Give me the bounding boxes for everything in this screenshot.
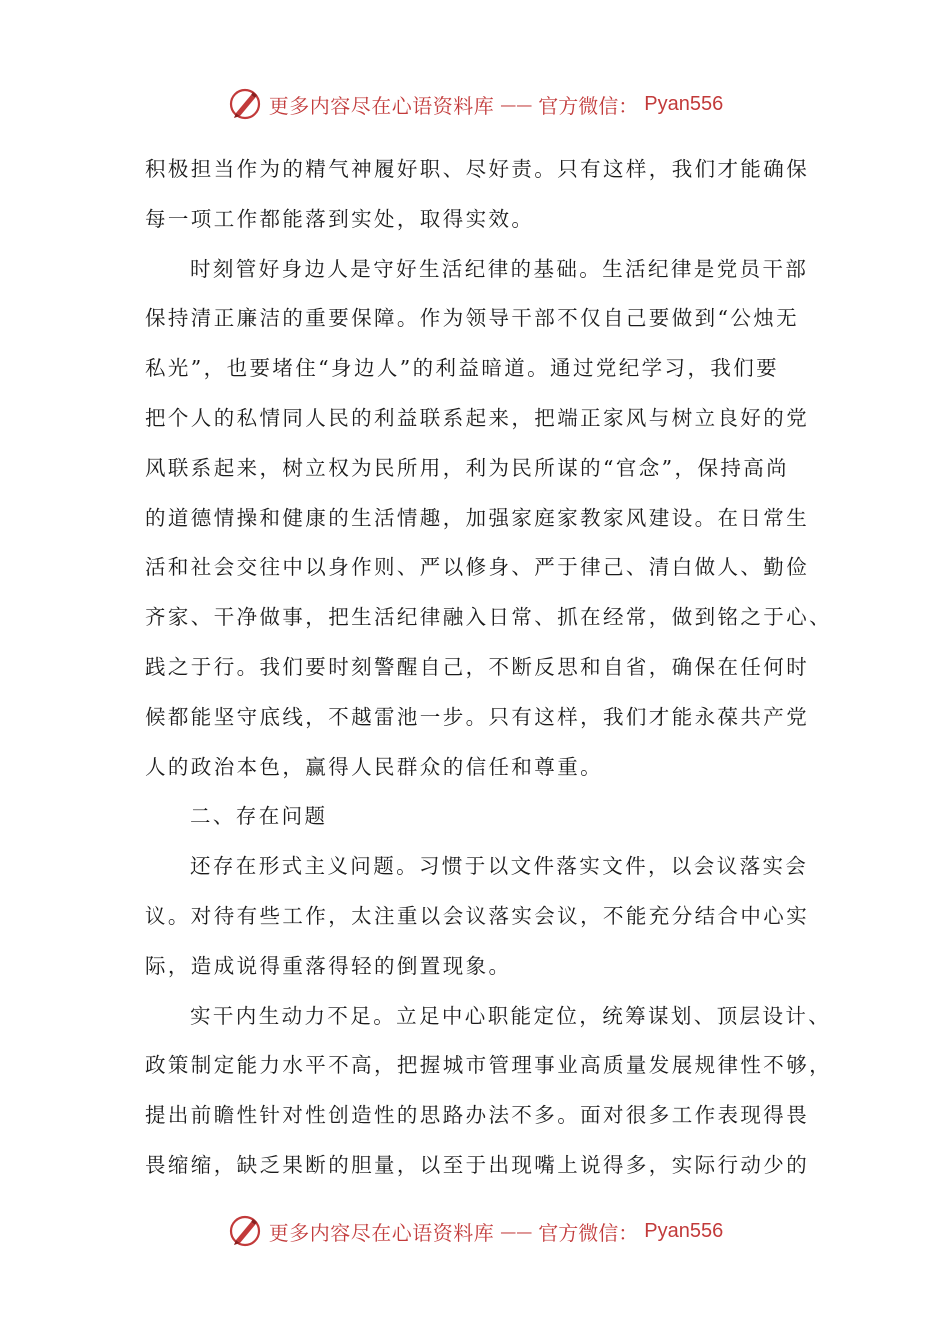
body-line: 还存在形式主义问题。习惯于以文件落实文件，以会议落实会 <box>190 854 809 879</box>
header-banner-wechat-id: Pyan556 <box>644 92 724 115</box>
header-banner-inner <box>227 86 723 122</box>
body-line: 提出前瞻性针对性创造性的思路办法不多。面对很多工作表现得畏 <box>145 1103 810 1128</box>
body-line: 每一项工作都能落到实处，取得实效。 <box>145 206 535 231</box>
pen-logo-icon <box>227 86 263 122</box>
header-banner-wechat-label: 官方微信： <box>538 93 639 118</box>
header-banner <box>0 84 950 124</box>
body-line: 私光”，也要堵住“身边人”的利益暗道。通过党纪学习，我们要 <box>145 356 780 381</box>
body-line: 践之于行。我们要时刻警醒自己，不断反思和自省，确保在任何时 <box>145 654 810 679</box>
document-body <box>145 145 832 1191</box>
body-line: 把个人的私情同人民的利益联系起来，把端正家风与树立良好的党 <box>145 405 810 430</box>
body-line: 候都能坚守底线，不越雷池一步。只有这样，我们才能永葆共产党 <box>145 704 810 729</box>
footer-banner <box>0 1211 950 1251</box>
body-line: 的道德情操和健康的生活情趣，加强家庭家教家风建设。在日常生 <box>145 505 810 530</box>
body-line: 畏缩缩，缺乏果断的胆量，以至于出现嘴上说得多，实际行动少的 <box>145 1152 810 1177</box>
footer-banner-title: 更多内容尽在心语资料库 <box>268 1220 495 1245</box>
footer-banner-inner <box>227 1213 723 1249</box>
body-line: 政策制定能力水平不高，把握城市管理事业高质量发展规律性不够， <box>145 1053 832 1078</box>
body-line: 保持清正廉洁的重要保障。作为领导干部不仅自己要做到“公烛无 <box>145 306 800 331</box>
footer-banner-wechat-id: Pyan556 <box>644 1219 724 1242</box>
footer-banner-separator: —— <box>500 1221 533 1241</box>
body-line: 人的政治本色，赢得人民群众的信任和尊重。 <box>145 754 603 779</box>
body-line: 活和社会交往中以身作则、严以修身、严于律己、清白做人、勤俭 <box>145 555 810 580</box>
body-line: 际，造成说得重落得轻的倒置现象。 <box>145 953 512 978</box>
body-line: 积极担当作为的精气神履好职、尽好责。只有这样，我们才能确保 <box>145 157 810 181</box>
body-line: 齐家、干净做事，把生活纪律融入日常、抓在经常，做到铭之于心、 <box>145 605 832 630</box>
footer-banner-wechat-label: 官方微信： <box>538 1220 639 1245</box>
body-line: 风联系起来，树立权为民所用，利为民所谋的“官念”，保持高尚 <box>145 455 790 480</box>
header-banner-title: 更多内容尽在心语资料库 <box>268 93 495 118</box>
section-heading: 二、存在问题 <box>190 804 328 829</box>
header-banner-separator: —— <box>500 94 533 114</box>
body-line: 实干内生动力不足。立足中心职能定位，统筹谋划、顶层设计、 <box>190 1003 832 1028</box>
pen-logo-icon <box>227 1213 263 1249</box>
body-line: 时刻管好身边人是守好生活纪律的基础。生活纪律是党员干部 <box>190 256 809 281</box>
body-line: 议。对待有些工作，太注重以会议落实会议，不能充分结合中心实 <box>145 903 810 928</box>
